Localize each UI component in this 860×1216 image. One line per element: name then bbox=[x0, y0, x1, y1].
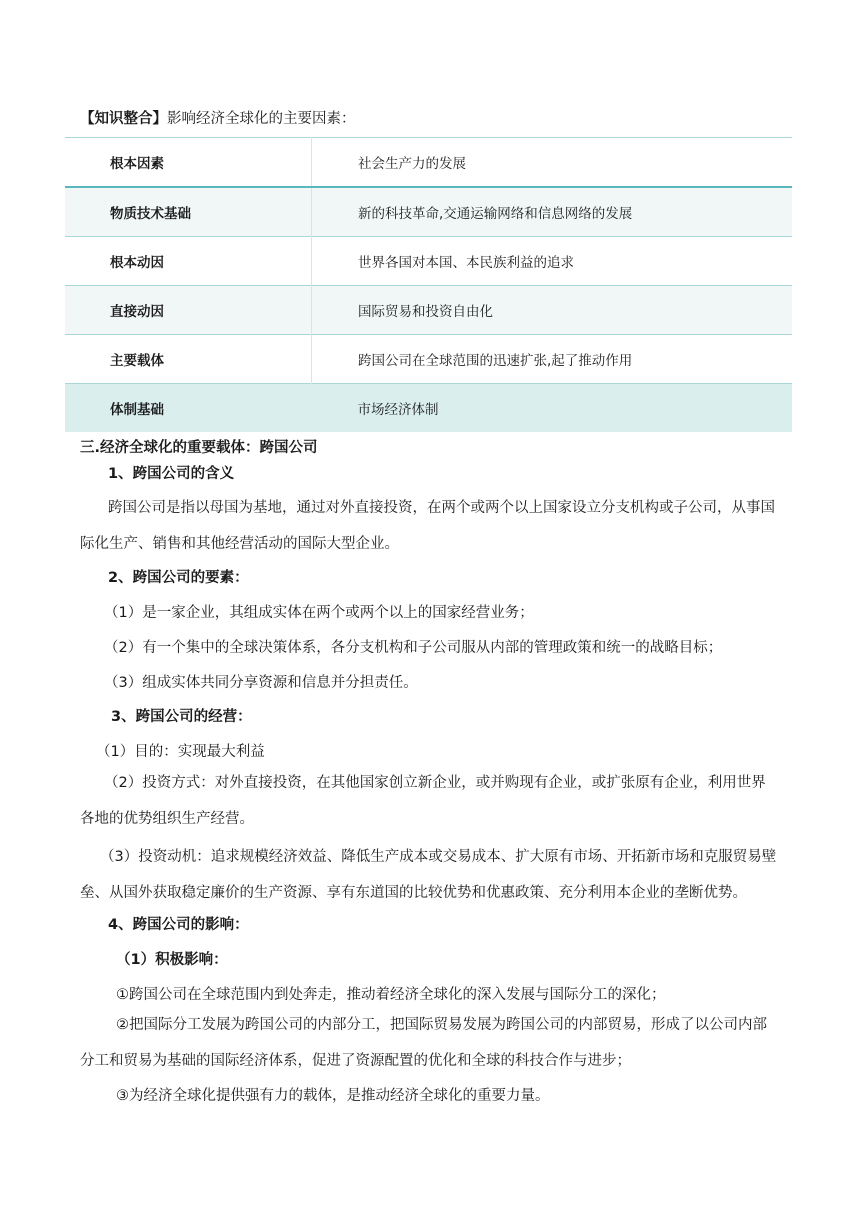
factor-desc: 世界各国对本国、本民族利益的追求 bbox=[358, 255, 574, 271]
table-row bbox=[65, 286, 792, 335]
factor-desc: 国际贸易和投资自由化 bbox=[358, 304, 493, 320]
element-item: （1）是一家企业，其组成实体在两个或两个以上的国家经营业务； bbox=[104, 605, 534, 621]
impact-item: ③为经济全球化提供强有力的载体，是推动经济全球化的重要力量。 bbox=[116, 1088, 550, 1104]
factor-name: 体制基础 bbox=[110, 402, 164, 418]
subsection-title-impacts: 4、跨国公司的影响： bbox=[108, 917, 249, 933]
table-row bbox=[65, 138, 792, 188]
element-item: （3）组成实体共同分享资源和信息并分担责任。 bbox=[104, 675, 418, 691]
factor-desc: 社会生产力的发展 bbox=[358, 156, 466, 172]
knowledge-tag: 【知识整合】 bbox=[80, 111, 167, 127]
knowledge-heading bbox=[80, 109, 356, 129]
factor-name: 直接动因 bbox=[65, 286, 312, 335]
table-row bbox=[65, 187, 792, 237]
subsection-title-operations: 3、跨国公司的经营： bbox=[111, 709, 252, 725]
table-row bbox=[65, 237, 792, 286]
table-row bbox=[65, 335, 792, 384]
factor-name: 物质技术基础 bbox=[65, 187, 312, 237]
impact-item: ①跨国公司在全球范围内到处奔走，推动着经济全球化的深入发展与国际分工的深化； bbox=[116, 987, 666, 1003]
element-item: （2）有一个集中的全球决策体系，各分支机构和子公司服从内部的管理政策和统一的战略目标； bbox=[104, 640, 723, 656]
positive-impacts-title: （1）积极影响： bbox=[116, 952, 228, 968]
subsection-title-meaning: 1、跨国公司的含义 bbox=[108, 466, 235, 482]
meaning-paragraph: 跨国公司是指以母国为基地，通过对外直接投资，在两个或两个以上国家设立分支机构或子公司，从事国际化生产、销售和其他经营活动的国际大型企业。 bbox=[80, 500, 775, 552]
factor-desc: 跨国公司在全球范围的迅速扩张,起了推动作用 bbox=[358, 353, 633, 369]
factor-name: 主要载体 bbox=[65, 335, 312, 384]
operation-item: （3）投资动机：追求规模经济效益、降低生产成本或交易成本、扩大原有市场、开拓新市场和克服贸易壁垒、从国外获取稳定廉价的生产资源、享有东道国的比较优势和优惠政策、充分利用本企业的垄断优势。 bbox=[80, 849, 777, 901]
factors-table bbox=[65, 137, 792, 432]
operation-item: （1）目的：实现最大利益 bbox=[96, 744, 265, 760]
table-row bbox=[65, 384, 792, 433]
factor-desc: 新的科技革命,交通运输网络和信息网络的发展 bbox=[358, 206, 633, 222]
section-title: 三.经济全球化的重要载体：跨国公司 bbox=[80, 440, 318, 456]
impact-item: ②把国际分工发展为跨国公司的内部分工，把国际贸易发展为跨国公司的内部贸易，形成了以公司内部分工和贸易为基础的国际经济体系，促进了资源配置的优化和全球的科技合作与进步； bbox=[80, 1017, 767, 1069]
operation-item: （2）投资方式：对外直接投资，在其他国家创立新企业，或并购现有企业，或扩张原有企业，利用世界各地的优势组织生产经营。 bbox=[80, 775, 766, 827]
factor-name: 根本动因 bbox=[65, 237, 312, 286]
knowledge-title: 影响经济全球化的主要因素： bbox=[167, 111, 356, 127]
factor-name: 根本因素 bbox=[65, 138, 312, 188]
subsection-title-elements: 2、跨国公司的要素： bbox=[108, 570, 249, 586]
factor-desc: 市场经济体制 bbox=[357, 402, 439, 418]
